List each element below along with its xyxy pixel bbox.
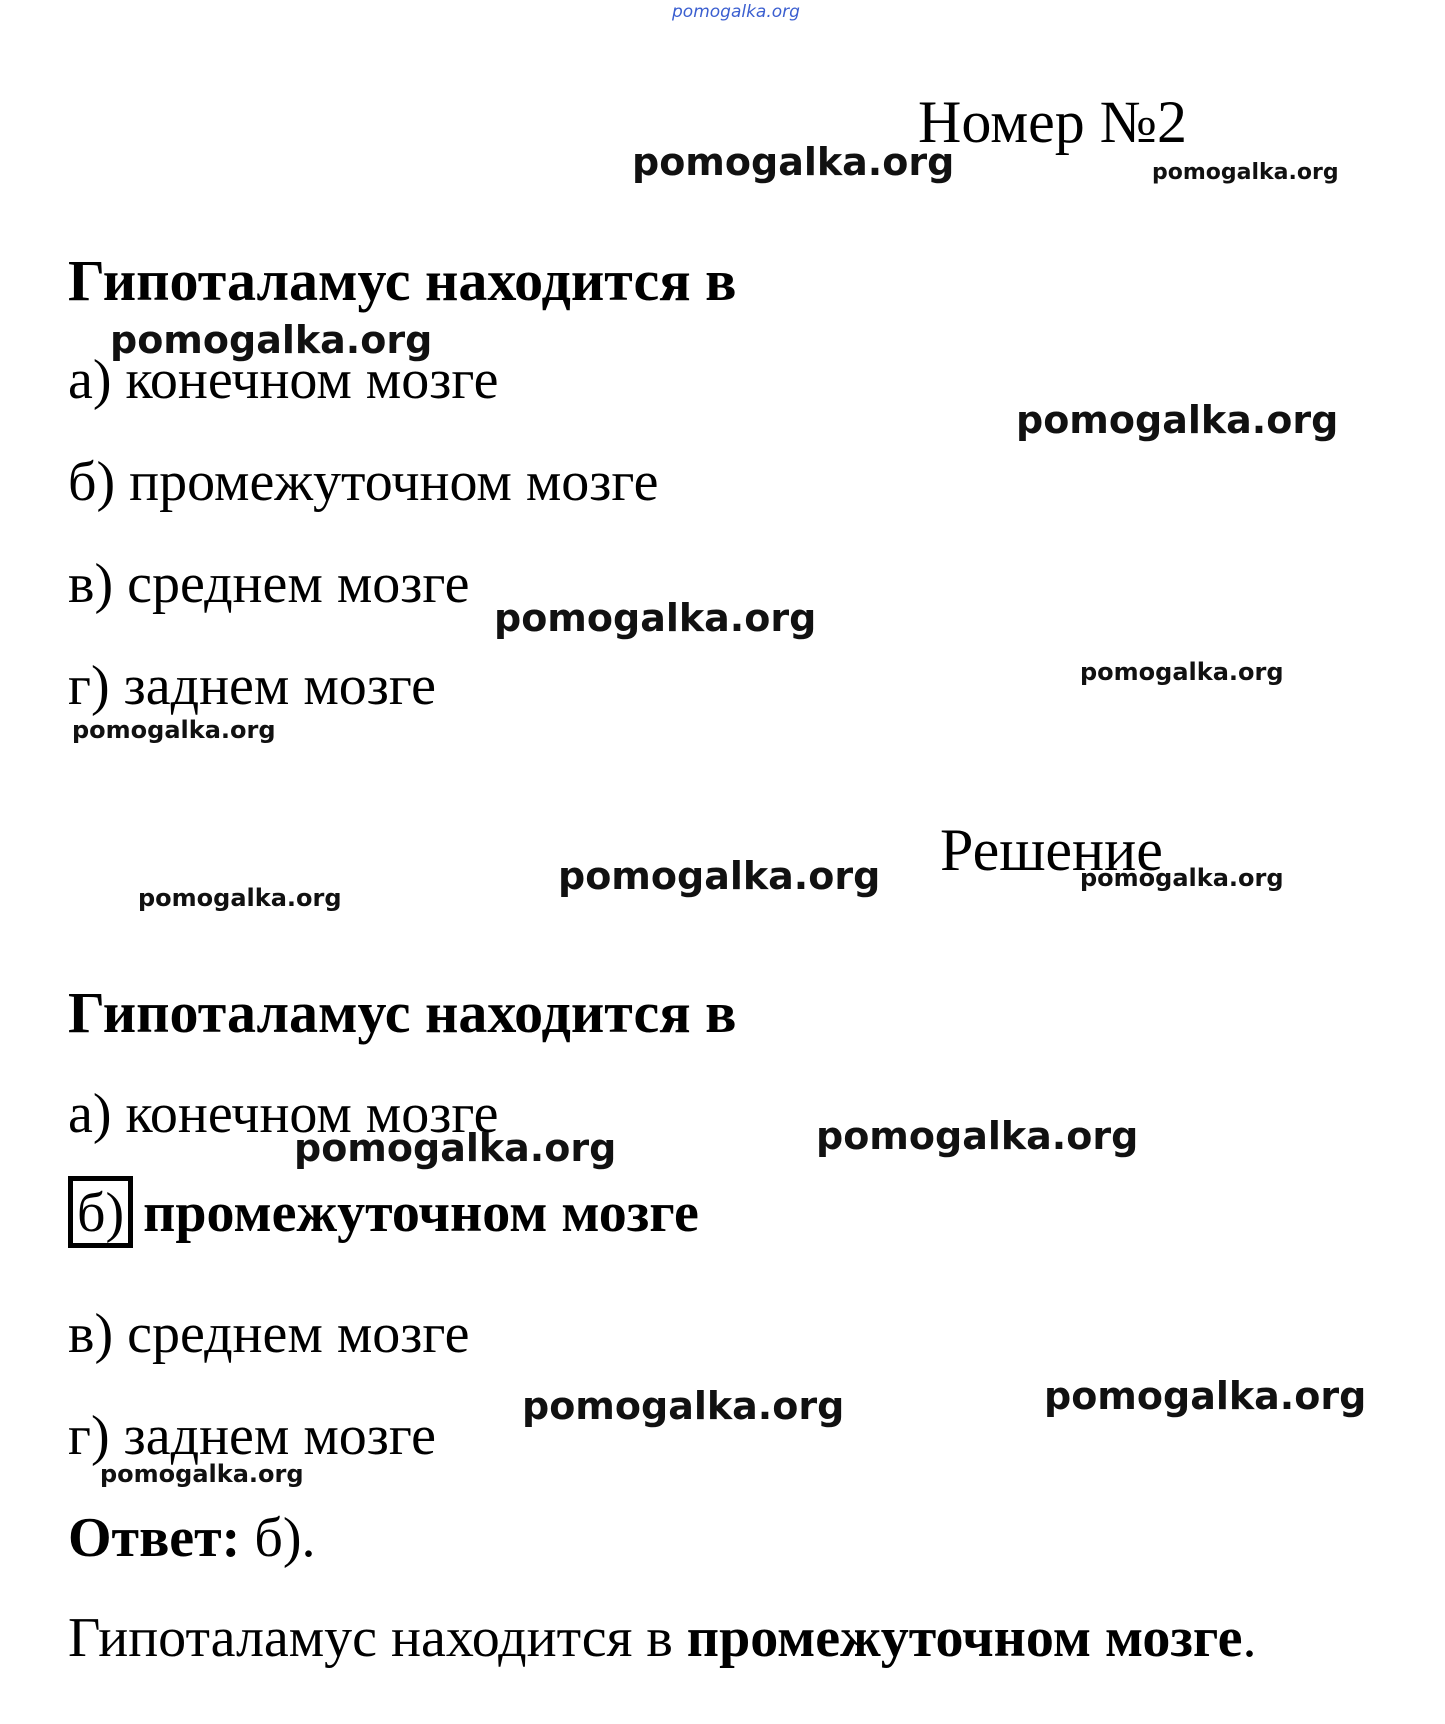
conclusion-suffix: . [1242, 1607, 1257, 1669]
conclusion-prefix: Гипоталамус находится в [68, 1607, 673, 1669]
answer-value: б). [254, 1507, 316, 1569]
watermark: pomogalka.org [100, 1460, 304, 1488]
solution-option-b [68, 1176, 699, 1248]
watermark: pomogalka.org [1080, 864, 1284, 892]
answer-line [68, 1507, 316, 1569]
conclusion-line [68, 1607, 1257, 1669]
watermark: pomogalka.org [1080, 658, 1284, 686]
watermark: pomogalka.org [1152, 160, 1339, 185]
watermark: pomogalka.org [294, 1126, 617, 1170]
conclusion-bold: промежуточном мозге [686, 1607, 1243, 1669]
watermark: pomogalka.org [494, 596, 817, 640]
option-d: г) заднем мозге [68, 655, 436, 717]
watermark-top: pomogalka.org [672, 2, 800, 22]
solution-option-c: в) среднем мозге [68, 1303, 470, 1365]
solution-option-d: г) заднем мозге [68, 1405, 436, 1467]
solution-question: Гипоталамус находится в [68, 980, 737, 1045]
option-b: б) промежуточном мозге [68, 451, 659, 513]
option-c: в) среднем мозге [68, 553, 470, 615]
watermark: pomogalka.org [138, 884, 342, 912]
option-a: а) конечном мозге [68, 349, 499, 411]
watermark: pomogalka.org [522, 1384, 845, 1428]
correct-option-text: промежуточном мозге [143, 1182, 699, 1244]
answer-label: Ответ: [68, 1507, 241, 1569]
watermark: pomogalka.org [1016, 398, 1339, 442]
watermark: pomogalka.org [816, 1114, 1139, 1158]
solution-heading: Решение [940, 817, 1163, 883]
watermark: pomogalka.org [1044, 1374, 1367, 1418]
watermark: pomogalka.org [72, 716, 276, 744]
question-heading: Гипоталамус находится в [68, 248, 737, 313]
correct-option-box: б) [68, 1176, 133, 1248]
solution-option-a: а) конечном мозге [68, 1083, 499, 1145]
watermark: pomogalka.org [110, 318, 433, 362]
watermark: pomogalka.org [558, 854, 881, 898]
page-title: Номер №2 [918, 89, 1188, 155]
watermark: pomogalka.org [632, 140, 955, 184]
